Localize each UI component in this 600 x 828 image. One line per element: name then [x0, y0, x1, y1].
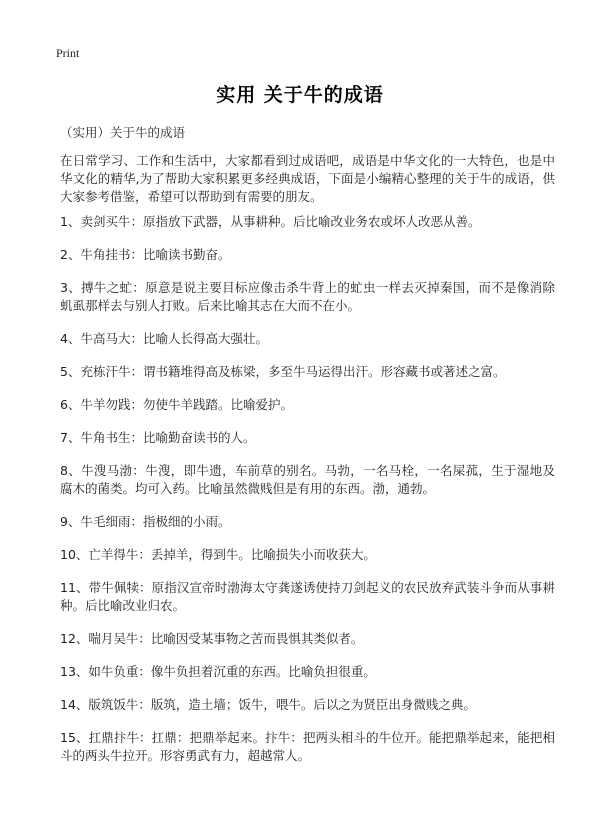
idiom-item-7: 7、牛角书生：比喻勤奋读书的人。 — [60, 430, 256, 445]
idiom-item-8: 8、牛溲马渤：牛溲，即牛遗，车前草的别名。马勃，一名马栓，一名屎菰，生于湿地及腐木的菌类。均可入药。比喻虽然微贱但是有用的东西。渤，通勃。 — [60, 463, 555, 496]
page-title: 实用 关于牛的成语 — [216, 84, 384, 106]
print-label: Print — [56, 46, 80, 60]
idiom-list — [60, 213, 555, 780]
idiom-item-12: 12、喘月吴牛：比喻因受某事物之苦而畏惧其类似者。 — [60, 631, 364, 646]
idiom-item-6: 6、牛羊勿践：勿使牛羊践踏。比喻爱护。 — [60, 397, 293, 412]
idiom-item-13: 13、如牛负重：像牛负担着沉重的东西。比喻负担很重。 — [60, 664, 376, 679]
idiom-item-9: 9、牛毛细雨：指极细的小雨。 — [60, 514, 231, 529]
idiom-item-4: 4、牛高马大：比喻人长得高大强壮。 — [60, 331, 268, 346]
idiom-item-1: 1、卖剑买牛：原指放下武器，从事耕种。后比喻改业务农或坏人改恶从善。 — [60, 214, 481, 229]
idiom-item-3: 3、搏牛之虻：原意是说主要目标应像击杀牛背上的虻虫一样去灭掉秦国，而不是像消除虮虱那样去与别人打败。后来比喻其志在大而不在小。 — [60, 280, 555, 313]
idiom-item-11: 11、带牛佩犊：原指汉宣帝时渤海太守龚遂诱使持刀剑起义的农民放弃武装斗争而从事耕种。后比喻改业归农。 — [60, 580, 555, 613]
idiom-item-2: 2、牛角挂书：比喻读书勤奋。 — [60, 247, 231, 262]
document-subtitle: （实用）关于牛的成语 — [60, 125, 186, 140]
idiom-item-14: 14、版筑饭牛：版筑，造土墙；饭牛，喂牛。后以之为贤臣出身微贱之典。 — [60, 697, 476, 712]
idiom-item-15: 15、扛鼎抃牛：扛鼎：把鼎举起来。抃牛：把两头相斗的牛位开。能把鼎举起来，能把相斗的两头牛拉开。形容勇武有力，超越常人。 — [60, 730, 555, 763]
idiom-item-5: 5、充栋汗牛：谓书籍堆得高及栋梁，多至牛马运得出汗。形容藏书或著述之富。 — [60, 364, 506, 379]
idiom-item-10: 10、亡羊得牛：丢掉羊，得到牛。比喻损失小而收获大。 — [60, 547, 376, 562]
intro-paragraph: 在日常学习、工作和生活中，大家都看到过成语吧，成语是中华文化的一大特色，也是中华文化的精华,为了帮助大家积累更多经典成语，下面是小编精心整理的关于牛的成语，供大家参考借鉴，希望可以帮助到有需要的朋友。 — [60, 153, 555, 204]
